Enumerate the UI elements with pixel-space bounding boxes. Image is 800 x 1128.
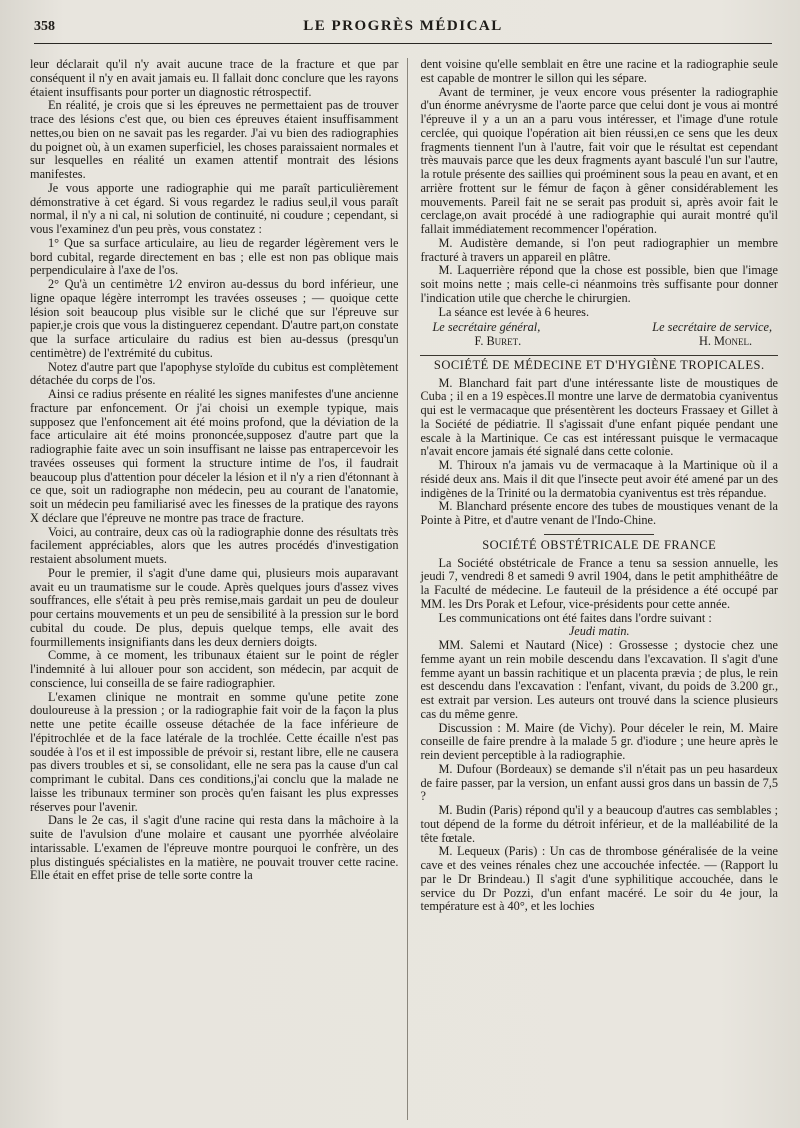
paragraph: MM. Salemi et Nautard (Nice) : Grossesse ; dystocie chez une femme ayant un rein mobile descendu dans l'excavation. Il s'agit d'une femme ayant un bassin rachitique et un placenta prævia ; de plus, le rein est descendu dans l'excavation : l'enfant, vivant, du poids de 3.200 gr., est extrait par version. Les auteurs ont trouvé dans la science plusieurs cas du même genre.	[420, 638, 779, 721]
running-title: LE PROGRÈS MÉDICAL	[303, 18, 503, 34]
left-column	[28, 58, 407, 1120]
paragraph: Je vous apporte une radiographie qui me paraît particulièrement démonstrative à cet égard. Si vous regardez le radius seul,il vous paraît normal, il n'y a ni cal, ni solution de continuité, ni coudure ; cependant, si vous l'examinez d'un peu près, vous constatez :	[30, 180, 399, 236]
session-label: Jeudi matin.	[568, 624, 630, 639]
right-column	[408, 58, 778, 1120]
signature-titles	[420, 321, 778, 335]
signature-name-left: F. Buret.	[474, 334, 522, 348]
paragraph: Avant de terminer, je veux encore vous présenter la radiographie d'un énorme anévrysme de l'aorte parce que celui dont je vous ai montré l'épreuve il y a un an a paru vous intéresser, et l'image d'une rotule cerclée, qui quoique l'opération ait bien réussi,en ce sens que les deux fragments tiennent l'un à l'autre, fait voir que le résultat est cependant très mauvais parce que les deux fragments ayant basculé l'un sur l'autre, la rotule présente des saillies qui proéminent sous la peau en avant, et en arrière frottent sur le fémur de façon à gêner considérablement les mouvements. Pareil fait ne se serait pas produit si, après avoir fait le cerclage,on avait procédé à une radiographie qui aurait montré qu'il fallait immédiatement recommencer l'opération.	[420, 84, 779, 236]
paragraph: Comme, à ce moment, les tribunaux étaient sur le point de régler l'indemnité à lui allouer pour son accident, son médecin, par acquit de conscience, lui conseilla de se faire radiographier.	[30, 648, 399, 690]
paragraph: Pour le premier, il s'agit d'une dame qui, plusieurs mois auparavant avait eu un traumatisme sur le coude. Après quelques jours d'assez vives souffrances, elle s'était à peu près remise,mais gardait un peu de douleur pour certains mouvements et un peu de sensibilité à la pression sur le bord cubital du coude. De plus, depuis quelque temps, elle avait des fourmillements insignifiants dans les deux derniers doigts.	[30, 565, 399, 649]
signature-title-left: Le secrétaire général,	[432, 320, 541, 335]
paragraph: M. Audistère demande, si l'on peut radiographier un membre fracturé à travers un appareil en plâtre.	[420, 235, 779, 264]
page-header	[34, 18, 772, 44]
paragraph: Dans le 2e cas, il s'agit d'une racine qui resta dans la mâchoire à la suite de l'avulsion d'une molaire et causant une pyorrhée alvéolaire intarissable. L'examen de l'épreuve montre pourquoi le confrère, un des plus distingués spécialistes en la matière, ne pouvait trouver cette racine. Elle était en effet prise de telle sorte contre la	[30, 813, 399, 883]
section-separator	[544, 534, 654, 535]
section-title: SOCIÉTÉ DE MÉDECINE ET D'HYGIÈNE TROPICALES.	[433, 357, 765, 372]
paragraph: M. Dufour (Bordeaux) se demande s'il n'était pas un peu hasardeux de faire passer, par la version, un enfant aussi gros dans un bassin de 7,5 ?	[420, 761, 779, 804]
signature-title-right: Le secrétaire de service,	[652, 320, 773, 335]
paragraph: M. Thiroux n'a jamais vu de vermacaque à la Martinique où il a résidé deux ans. Mais il dit que l'insecte peut avoir été amené par un des indigènes de la Trinité ou la dermatobia cyaniventus est très répandue.	[420, 458, 779, 500]
section-separator	[420, 355, 778, 356]
paragraph: M. Budin (Paris) répond qu'il y a beaucoup d'autres cas semblables ; tout dépend de la forme du détroit inférieur, et de la malléabilité de la tête fœtale.	[420, 803, 779, 845]
signature-name-right: H. Monel.	[698, 334, 753, 348]
paragraph: M. Lequeux (Paris) : Un cas de thrombose généralisée de la veine cave et des veines rénales chez une accouchée infectée. — (Rapport lu par le Dr Brindeau.) Il s'agit d'une syphilitique accouchée, dans le service du Dr Pozzi, d'un enfant macéré. Le soir du 4e jour, la température est à 40°, et les lochies	[420, 844, 779, 914]
paragraph: M. Laquerrière répond que la chose est possible, bien que l'image soit moins nette ; mais celle-ci néanmoins très suffisante pour donner l'indication utile que cherche le chirurgien.	[420, 263, 779, 305]
paragraph: leur déclarait qu'il n'y avait aucune trace de la fracture et que par conséquent il n'y en avait jamais eu. Il fallait donc conclure que les rayons étaient insuffisants pour porter un diagnostic rétrospectif.	[30, 58, 399, 99]
paragraph: En réalité, je crois que si les épreuves ne permettaient pas de trouver trace des lésions c'est que, ou bien ces épreuves étaient insuffisamment nettes,ou bien on ne savait pas les regarder. J'ai vu bien des radiographies du poignet où, à un examen superficiel, les choses paraissaient normales et sur lesquelles en réalité un examen attentif montrait des lésions manifestes.	[30, 98, 399, 181]
paragraph: 1° Que sa surface articulaire, au lieu de regarder légèrement vers le bord cubital, regarde directement en bas ; elle est non pas oblique mais perpendiculaire à l'axe de l'os.	[30, 235, 399, 278]
paragraph: 2° Qu'à un centimètre 1⁄2 environ au-dessus du bord inférieur, une ligne opaque légère interrompt les travées osseuses ; — quoique cette lésion soit beaucoup plus visible sur le cliché que sur l'épreuve sur papier,je crois que vous la distinguerez cependant. D'autre part,on constate que la surface articulaire du radius est bien au-dessus (presqu'un centimètre) de l'extrémité du cubitus.	[30, 277, 399, 360]
two-column-body	[28, 58, 778, 1120]
paragraph: Discussion : M. Maire (de Vichy). Pour déceler le rein, M. Maire conseille de faire prendre à la malade 5 gr. d'iodure ; une heure après le rein devient perceptible à la radiographie.	[420, 720, 779, 762]
section-title: SOCIÉTÉ OBSTÉTRICALE DE FRANCE	[482, 537, 717, 552]
paragraph: Les communications ont été faites dans l'ordre suivant :	[438, 610, 712, 625]
paragraph: La Société obstétricale de France a tenu sa session annuelle, les jeudi 7, vendredi 8 et samedi 9 avril 1904, dans le petit amphithéâtre de la Faculté de médecine. Le fauteuil de la présidence a été occupé par MM. les Drs Porak et Lefour, vice-présidents pour cette année.	[420, 555, 779, 611]
paragraph: Voici, au contraire, deux cas où la radiographie donne des résultats très facilement appréciables, alors que les autres procédés d'investigation restaient absolument muets.	[30, 524, 399, 566]
paragraph: dent voisine qu'elle semblait en être une racine et la radiographie seule est capable de montrer le sillon qui les sépare.	[420, 58, 779, 85]
signature-names	[420, 335, 778, 349]
paragraph: M. Blanchard fait part d'une intéressante liste de moustiques de Cuba ; il en a 19 espèces.Il montre une larve de dermatobia cyaniventus qui est le vermacaque que présentèrent les docteurs Frassaey et Gillet à la Société de pédiatrie. Il s'agissait d'une enfant piquée pendant une escale à la Martinique. Ce cas est intéressant puisque le vermacaque n'avait encore jamais été signalé dans cette colonie.	[420, 375, 779, 459]
paragraph: M. Blanchard présente encore des tubes de moustiques venant de la Pointe à Pitre, et d'autre venant de l'Indo-Chine.	[420, 499, 779, 527]
page-number: 358	[34, 19, 55, 34]
paragraph: La séance est levée à 6 heures.	[438, 304, 590, 319]
paragraph: Notez d'autre part que l'apophyse styloïde du cubitus est complètement détachée du corps de l'os.	[30, 359, 399, 388]
paragraph: L'examen clinique ne montrait en somme qu'une petite zone douloureuse à la pression ; or la radiographie fait voir de la façon la plus nette une petite écaille osseuse détachée de la face inférieure de l'épitrochlée et de la face latérale de la trochlée. Cette écaille n'est pas soudée à l'os et il est impossible de prévoir si, restant libre, elle ne causera pas divers troubles et si, se consolidant, elle ne sera pas la cause d'un cal comprimant le cubital. Dans ces conditions,j'ai conclu que la malade ne laisse les tribunaux terminer son procès qu'en faisant les plus expresses réserves pour l'avenir.	[30, 689, 399, 814]
paragraph: Ainsi ce radius présente en réalité les signes manifestes d'une ancienne fracture par enfoncement. Or j'ai choisi un exemple typique, mais supposez que l'enfoncement ait été moins profond, que la déviation de la face articulaire ait été moins prononcée,supposez d'autre part que la radiographie faite avec un soin insuffisant ne laisse pas entrapercevoir les travées osseuses qui forment la structure intime de l'os, il faudrait beaucoup plus d'attention pour déceler la lésion et il n'y a rien d'étonnant à ce que, soit un radiographe non médecin, peu au courant de l'anatomie, soit un médecin peu familiarisé avec les finesses de la pratique des rayons X déclare que l'épreuve ne montre pas trace de fracture.	[30, 387, 399, 525]
